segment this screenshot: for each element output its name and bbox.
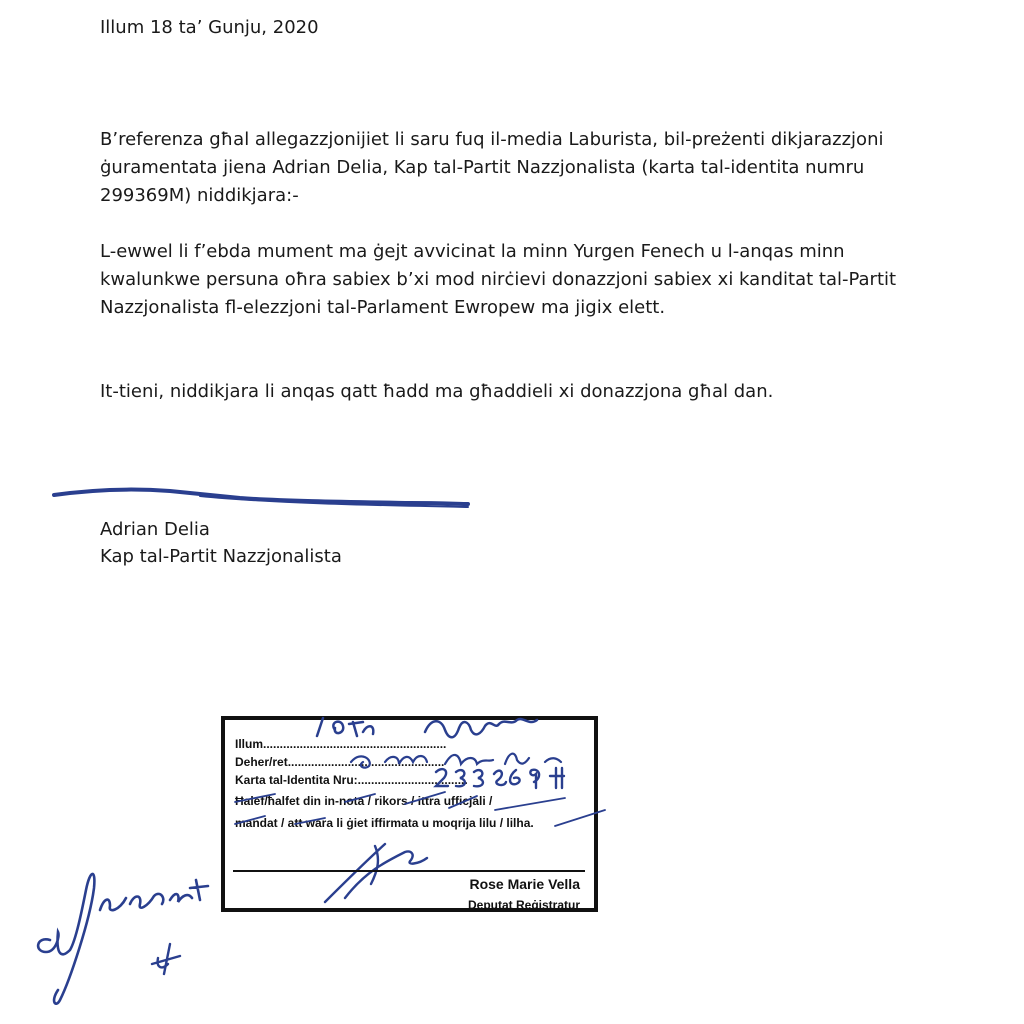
stamp-officer-name: Rose Marie Vella — [469, 876, 580, 892]
stamp-karta-label: Karta tal-Identita Nru:................................. — [235, 773, 468, 787]
paragraph-line: B’referenza għal allegazzjonijiet li saru fuq il-media Laburista, bil-preżenti dikjarazzjoni — [100, 129, 884, 150]
paragraph-line: L-ewwel li f’ebda mument ma ġejt avvicinat la minn Yurgen Fenech u l-anqas minn — [100, 241, 845, 262]
document-date: Illum 18 ta’ Gunju, 2020 — [100, 17, 319, 38]
paragraph-references — [100, 126, 900, 210]
handwritten-date-ink — [305, 710, 595, 746]
signatory-name: Adrian Delia — [100, 519, 210, 540]
stamp-mandat-line: mandat / att wara li ġiet iffirmata u moqrija lilu / lilha. — [235, 816, 534, 830]
paragraph-line: It-tieni, niddikjara li anqas qatt ħadd ma għaddieli xi donazzjona għal dan. — [100, 381, 774, 402]
signature-stroke — [50, 482, 480, 518]
officer-signature-ink — [315, 832, 455, 912]
paragraph-line: 299369M) niddikjara:- — [100, 185, 299, 206]
stamp-deher-label: Deher/ret............................................... — [235, 755, 445, 769]
paragraph-second-declaration — [100, 378, 900, 406]
paragraph-line: Nazzjonalista fl-elezzjoni tal-Parlament Ewropew ma jigix elett. — [100, 297, 666, 318]
paragraph-line: ġuramentata jiena Adrian Delia, Kap tal-Partit Nazzjonalista (karta tal-identita numru — [100, 157, 865, 178]
stamp-halef-line: Ħalef/ħalfet din in-nota / rikors / ittra ufficjali / — [235, 794, 493, 808]
paragraph-line: kwalunkwe persuna oħra sabiex b’xi mod nirċievi donazzjoni sabiex xi kanditat tal-Partit — [100, 269, 897, 290]
paragraph-first-declaration — [100, 238, 900, 322]
stamp-signature-rule — [233, 870, 585, 872]
stamp-officer-title: Deputat Reġistratur — [467, 898, 580, 912]
stamp-illum-label: Illum....................................................... — [235, 737, 447, 751]
strike-marks-ink — [225, 780, 605, 840]
signatory-title: Kap tal-Partit Nazzjonalista — [100, 546, 342, 567]
handwritten-signature-bottom-left — [30, 840, 230, 1010]
oath-stamp — [221, 716, 598, 912]
